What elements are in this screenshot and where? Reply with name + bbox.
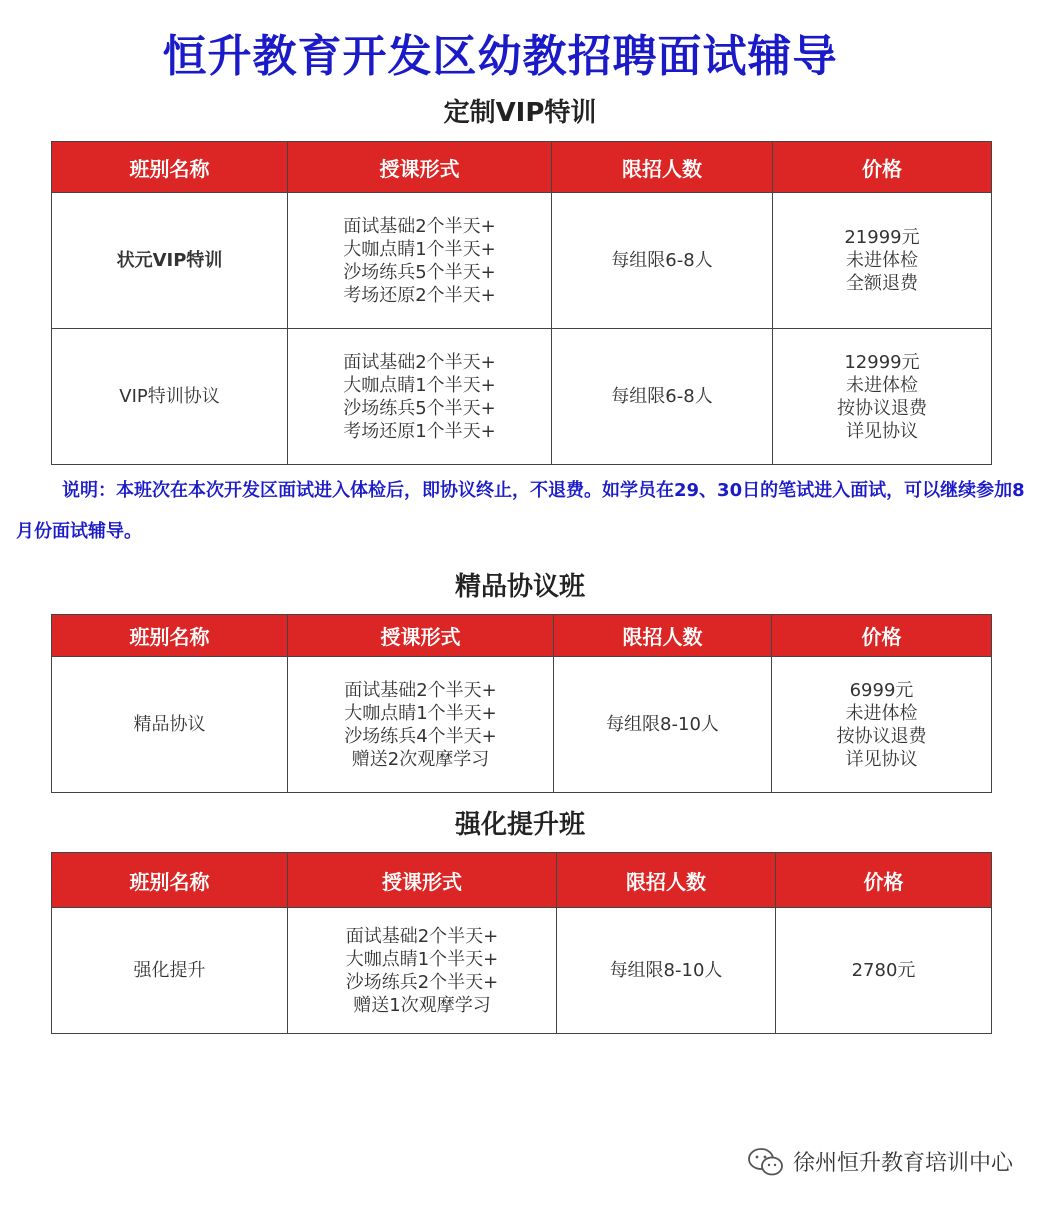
row-price bbox=[772, 657, 992, 793]
row-name: 状元VIP特训 bbox=[52, 193, 288, 329]
format-line: 沙场练兵2个半天+ bbox=[345, 971, 499, 993]
header-class-name: 班别名称 bbox=[52, 853, 288, 908]
header-limit: 限招人数 bbox=[557, 853, 776, 908]
header-format: 授课形式 bbox=[288, 142, 552, 193]
table-header-row bbox=[52, 615, 992, 657]
row-limit: 每组限8-10人 bbox=[557, 908, 776, 1034]
header-format: 授课形式 bbox=[288, 615, 554, 657]
header-price: 价格 bbox=[773, 142, 992, 193]
page-title: 恒升教育开发区幼教招聘面试辅导 bbox=[162, 31, 838, 82]
table-row bbox=[52, 657, 992, 793]
row-limit: 每组限6-8人 bbox=[552, 329, 773, 465]
row-limit: 每组限6-8人 bbox=[552, 193, 773, 329]
row-name: VIP特训协议 bbox=[52, 329, 288, 465]
row-price bbox=[773, 329, 992, 465]
price-line: 未进体检 bbox=[846, 250, 918, 271]
row-name: 强化提升 bbox=[52, 908, 288, 1034]
row-limit: 每组限8-10人 bbox=[554, 657, 772, 793]
price-line: 按协议退费 bbox=[836, 725, 927, 747]
intensive-price-table bbox=[51, 852, 992, 1034]
premium-price-table bbox=[51, 614, 992, 793]
format-line: 面试基础2个半天+ bbox=[345, 925, 499, 947]
row-format bbox=[288, 908, 557, 1034]
format-line: 大咖点睛1个半天+ bbox=[343, 238, 496, 260]
table-header-row bbox=[52, 142, 992, 193]
price-line: 12999元 bbox=[844, 351, 920, 373]
header-format: 授课形式 bbox=[288, 853, 557, 908]
price-line: 未进体检 bbox=[846, 374, 918, 396]
price-line: 详见协议 bbox=[845, 748, 918, 770]
section-title-vip: 定制VIP特训 bbox=[443, 98, 597, 128]
header-limit: 限招人数 bbox=[554, 615, 772, 657]
row-price bbox=[776, 908, 992, 1034]
note-text: 说明：本班次在本次开发区面试进入体检后，即协议终止，不退费。如学员在29、30日的笔试进入面试，可以继续参加8月份面试辅导。 bbox=[16, 480, 1025, 542]
table-row bbox=[52, 908, 992, 1034]
row-format bbox=[288, 657, 554, 793]
price-line: 未进体检 bbox=[845, 702, 918, 724]
format-line: 考场还原2个半天+ bbox=[343, 284, 496, 306]
row-format bbox=[288, 193, 552, 329]
row-price bbox=[773, 193, 992, 329]
price-line: 6999元 bbox=[849, 679, 914, 701]
table-row bbox=[52, 193, 992, 329]
format-line: 大咖点睛1个半天+ bbox=[345, 948, 499, 970]
header-limit: 限招人数 bbox=[552, 142, 773, 193]
footer-text: 徐州恒升教育培训中心 bbox=[792, 1151, 1013, 1176]
vip-price-table bbox=[51, 141, 992, 465]
table-row bbox=[52, 329, 992, 465]
price-line: 21999元 bbox=[844, 227, 920, 248]
price-line: 2780元 bbox=[851, 960, 916, 981]
format-line: 面试基础2个半天+ bbox=[343, 351, 496, 373]
section-title-premium: 精品协议班 bbox=[454, 572, 585, 602]
price-line: 按协议退费 bbox=[837, 397, 927, 419]
format-line: 大咖点睛1个半天+ bbox=[344, 702, 497, 724]
header-price: 价格 bbox=[776, 853, 992, 908]
format-line: 面试基础2个半天+ bbox=[344, 679, 497, 701]
price-line: 详见协议 bbox=[846, 420, 918, 442]
wechat-icon bbox=[747, 1147, 785, 1177]
format-line: 赠送1次观摩学习 bbox=[353, 994, 491, 1016]
format-line: 考场还原1个半天+ bbox=[343, 420, 496, 442]
format-line: 沙场练兵5个半天+ bbox=[343, 261, 496, 283]
format-line: 赠送2次观摩学习 bbox=[351, 748, 490, 770]
header-class-name: 班别名称 bbox=[52, 615, 288, 657]
header-price: 价格 bbox=[772, 615, 992, 657]
format-line: 沙场练兵5个半天+ bbox=[343, 397, 496, 419]
row-name: 精品协议 bbox=[52, 657, 288, 793]
section-title-intensive: 强化提升班 bbox=[454, 810, 585, 840]
footer-watermark bbox=[747, 1146, 1013, 1177]
format-line: 沙场练兵4个半天+ bbox=[344, 725, 497, 747]
row-format bbox=[288, 329, 552, 465]
table-header-row bbox=[52, 853, 992, 908]
header-class-name: 班别名称 bbox=[52, 142, 288, 193]
price-line: 全额退费 bbox=[846, 273, 918, 294]
format-line: 大咖点睛1个半天+ bbox=[343, 374, 496, 396]
format-line: 面试基础2个半天+ bbox=[343, 215, 496, 237]
